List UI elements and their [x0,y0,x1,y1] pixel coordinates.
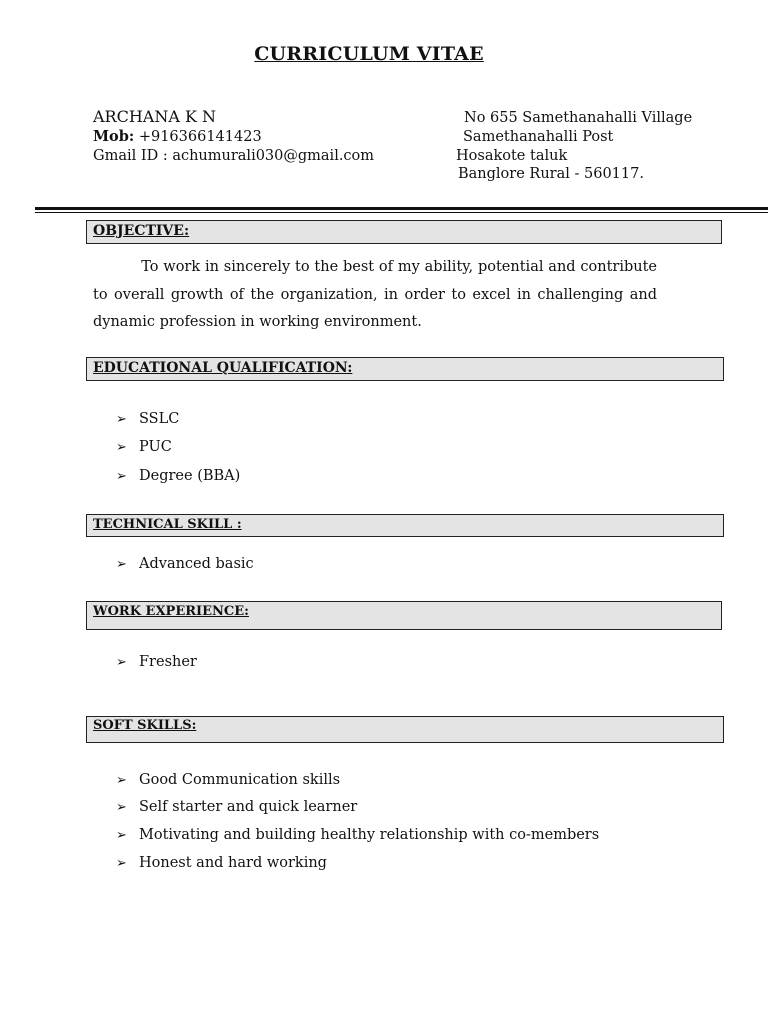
work-experience-heading: WORK EXPERIENCE: [86,601,722,630]
soft-skill-item-label: Honest and hard working [139,855,327,871]
list-item [116,654,197,670]
arrowhead-bullet-icon: ➢ [116,800,127,815]
list-item [116,855,327,871]
soft-skill-item-label: Good Communication skills [139,772,341,788]
list-item [116,556,254,572]
candidate-name: ARCHANA K N [93,107,217,126]
education-item-label: PUC [139,439,172,455]
objective-text: To work in sincerely to the best of my ability, potential and contribute to overall growth of the organization, in order to excel in challenging and dynamic profession in working environment. [93,259,657,330]
technical-item-label: Advanced basic [139,556,254,572]
document-title: CURRICULUM VITAE [254,43,484,65]
arrowhead-bullet-icon: ➢ [116,856,127,871]
soft-skill-item-label: Self starter and quick learner [139,799,358,815]
technical-skill-heading: TECHNICAL SKILL : [86,514,724,537]
education-heading: EDUCATIONAL QUALIFICATION: [86,357,724,381]
objective-heading: OBJECTIVE: [86,220,722,244]
address-line-3: Hosakote taluk [456,148,568,164]
arrowhead-bullet-icon: ➢ [116,412,127,427]
list-item [116,468,240,484]
arrowhead-bullet-icon: ➢ [116,655,127,670]
soft-skills-heading: SOFT SKILLS: [86,716,724,743]
address-line-4: Banglore Rural - 560117. [458,166,644,182]
list-item [116,439,172,455]
work-item-label: Fresher [139,654,197,670]
arrowhead-bullet-icon: ➢ [116,773,127,788]
list-item [116,799,357,815]
soft-skill-item-label: Motivating and building healthy relationship with co-members [139,827,600,843]
list-item [116,772,340,788]
list-item [116,411,179,427]
address-line-1: No 655 Samethanahalli Village [464,110,693,126]
mobile-number [93,128,262,145]
education-item-label: SSLC [139,411,180,427]
arrowhead-bullet-icon: ➢ [116,469,127,484]
header-divider-thick [35,207,768,210]
email-address: Gmail ID : achumurali030@gmail.com [93,148,375,164]
arrowhead-bullet-icon: ➢ [116,557,127,572]
header-divider-thin [35,212,768,213]
address-line-2: Samethanahalli Post [463,129,614,145]
mobile-label: Mob: [93,128,135,145]
arrowhead-bullet-icon: ➢ [116,440,127,455]
education-item-label: Degree (BBA) [139,468,241,484]
list-item [116,827,599,843]
mobile-value: +916366141423 [134,129,262,145]
arrowhead-bullet-icon: ➢ [116,828,127,843]
